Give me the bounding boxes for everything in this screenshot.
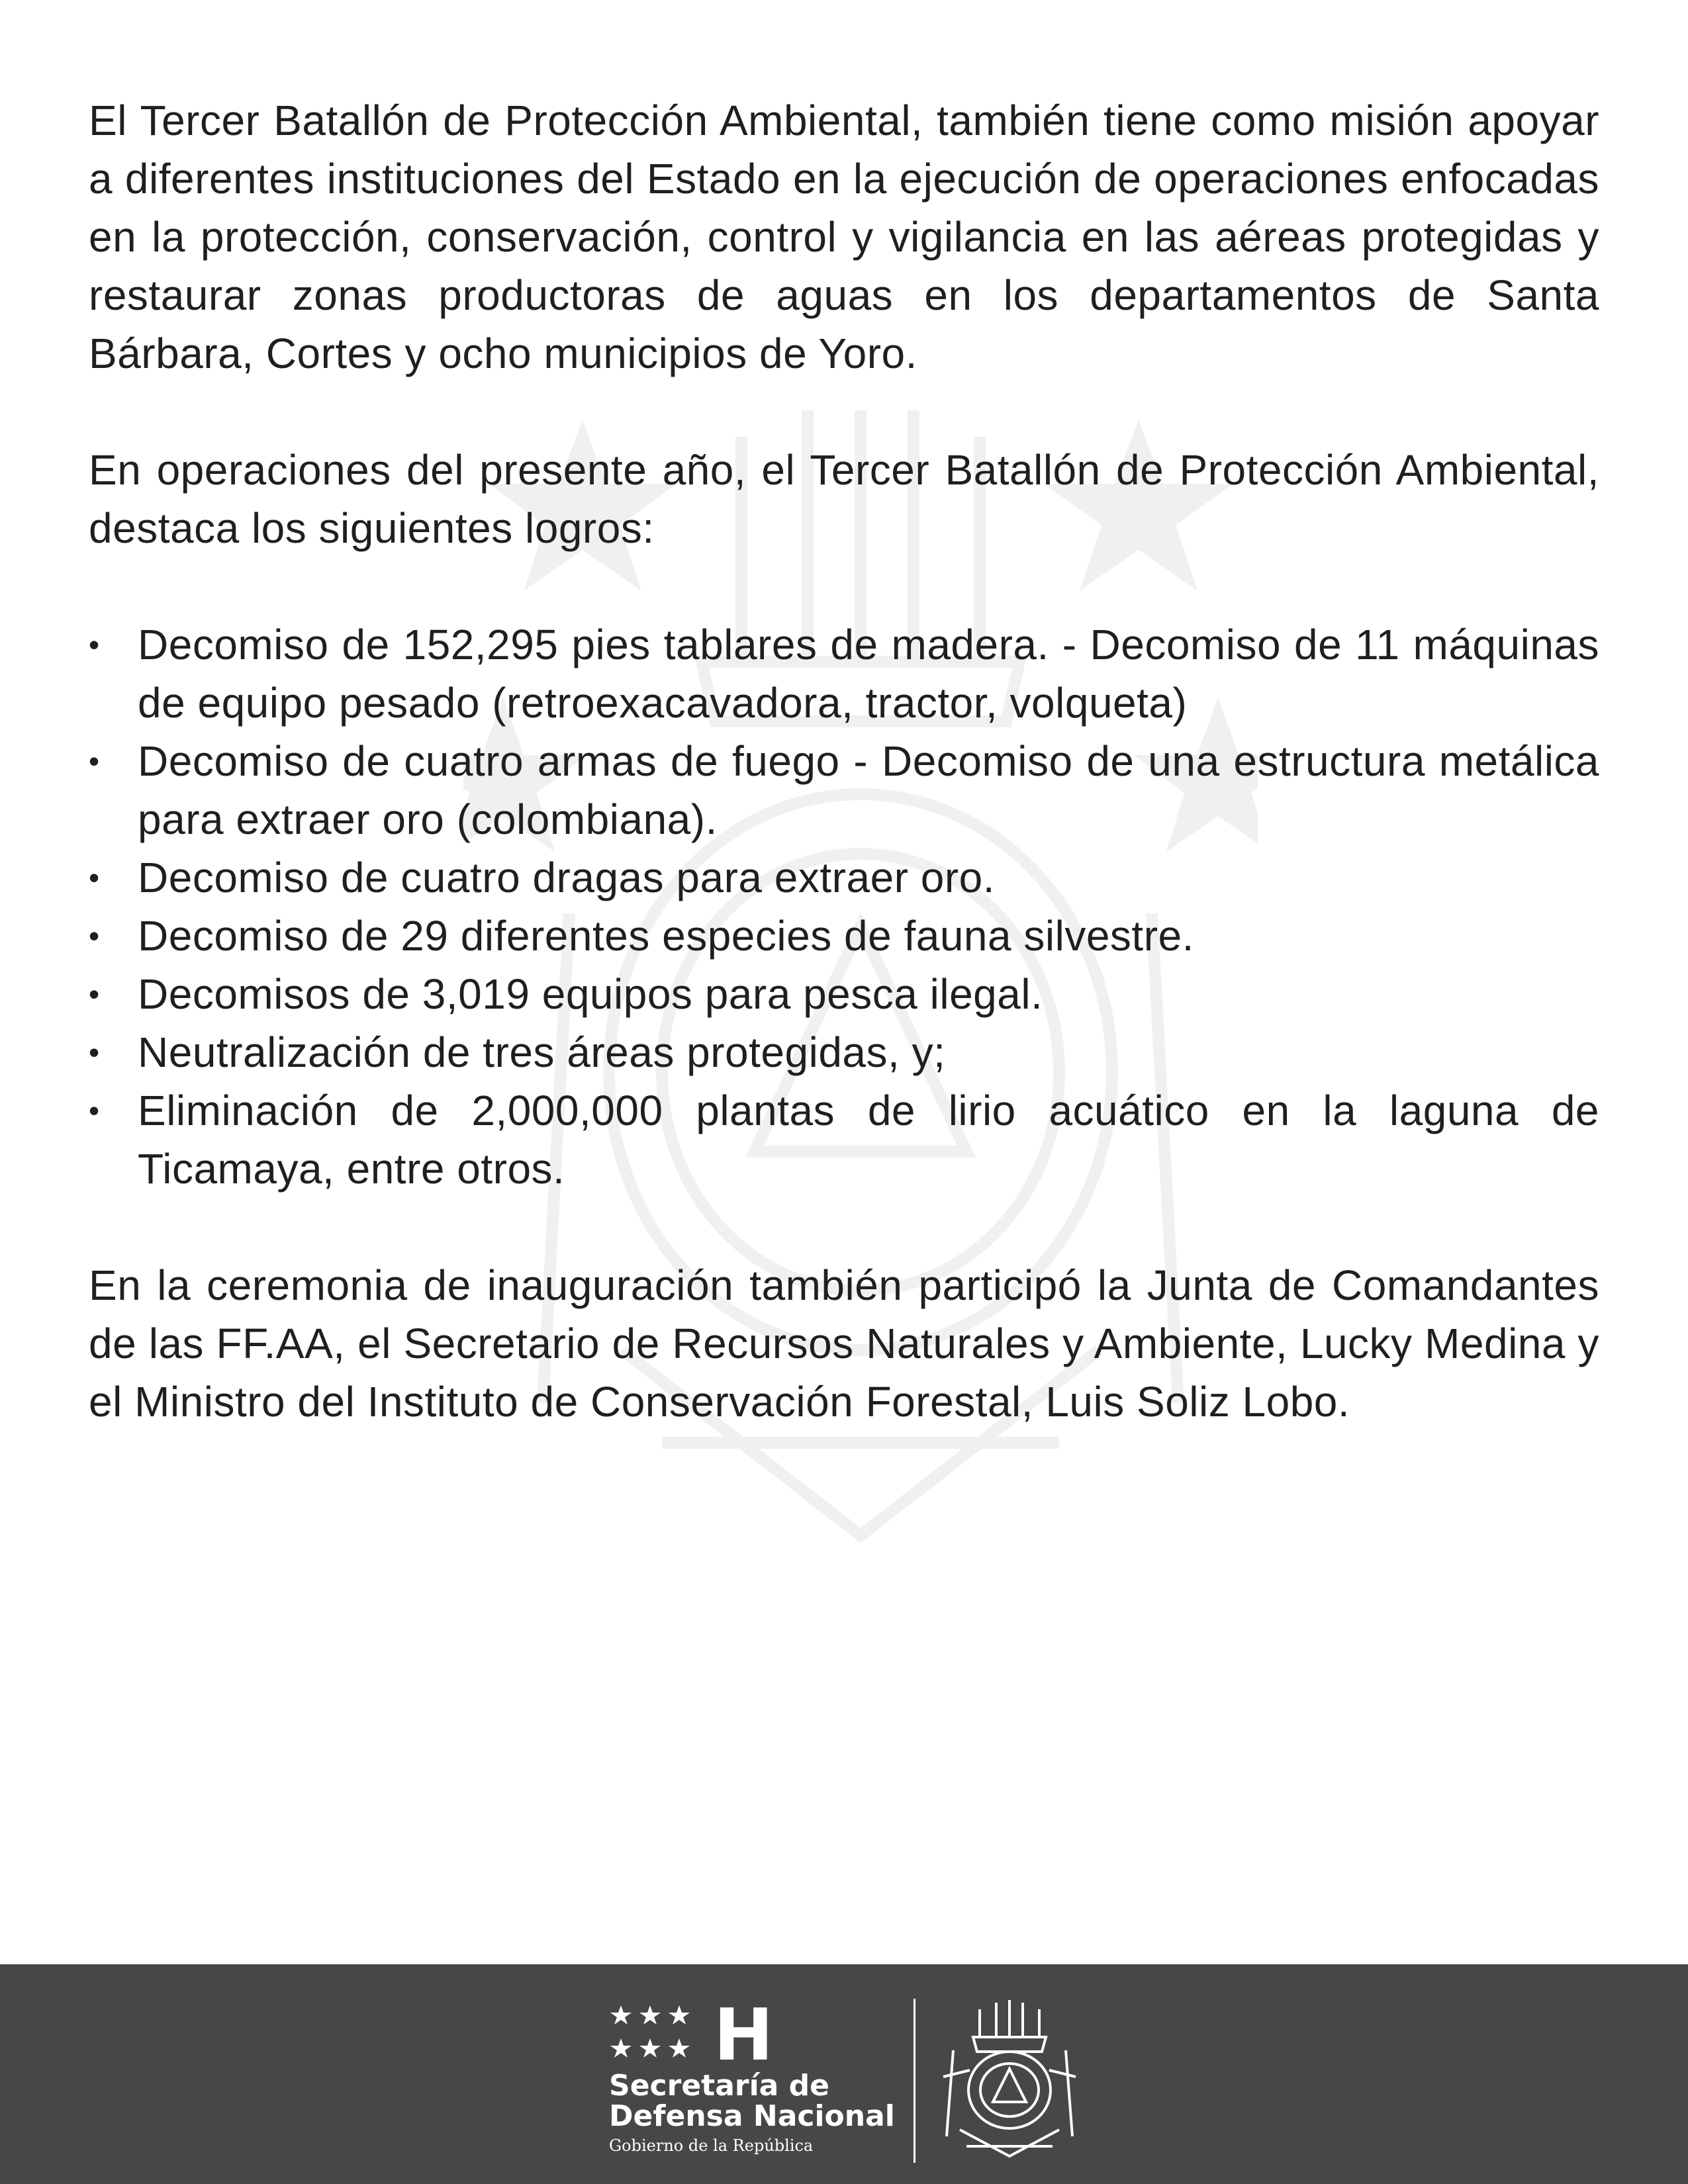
brand-h-letter: H (714, 1994, 774, 2077)
closing-paragraph: En la ceremonia de inauguración también participó la Junta de Comandantes de las FF.AA, el Secretario de Recursos Naturales y Ambiente, Lucky Medina y el Ministro del Instituto de Conservación Forestal, Luis Soliz Lobo. (89, 1261, 1599, 1426)
list-item-text: Decomiso de cuatro dragas para extraer oro. (138, 854, 996, 901)
list-item (89, 965, 1599, 1023)
bullet-icon: • (89, 977, 100, 1011)
list-item (89, 907, 1599, 965)
brand-line-secretaria: Secretaría de (609, 2069, 830, 2103)
list-item-text: Neutralización de tres áreas protegidas, y; (138, 1028, 946, 1076)
bullet-icon: • (89, 744, 100, 778)
bullet-icon: • (89, 627, 100, 662)
achievements-intro-paragraph: En operaciones del presente año, el Tercer Batallón de Protección Ambiental, destaca los siguientes logros: (89, 446, 1599, 552)
list-item (89, 1023, 1599, 1081)
intro-paragraph: El Tercer Batallón de Protección Ambiental, también tiene como misión apoyar a diferentes instituciones del Estado en la ejecución de operaciones enfocadas en la protección, conservación, control y vigilancia en las aéreas protegidas y restaurar zonas productoras de aguas en los departamentos de Santa Bárbara, Cortes y ocho municipios de Yoro. (89, 97, 1599, 377)
list-item (89, 848, 1599, 907)
list-item-text: Decomisos de 3,019 equipos para pesca ilegal. (138, 970, 1043, 1018)
footer-divider (914, 1999, 915, 2163)
list-item (89, 1081, 1599, 1198)
list-item-text: Decomiso de 152,295 pies tablares de madera. - Decomiso de 11 máquinas de equipo pesado (retroexacavadora, tractor, volqueta) (138, 621, 1599, 727)
secretaria-defensa-logo (609, 1994, 914, 2161)
brand-line-gobierno: Gobierno de la República (609, 2136, 814, 2155)
bullet-icon: • (89, 1035, 100, 1069)
brand-line-defensa: Defensa Nacional (609, 2099, 895, 2133)
list-item (89, 732, 1599, 848)
achievements-list (89, 615, 1599, 1198)
bullet-icon: • (89, 860, 100, 895)
list-item (89, 615, 1599, 732)
document-body (89, 91, 1599, 1431)
list-item-text: Eliminación de 2,000,000 plantas de lirio acuático en la laguna de Ticamaya, entre otros. (138, 1087, 1599, 1193)
footer-bar (0, 1964, 1688, 2184)
list-item-text: Decomiso de 29 diferentes especies de fauna silvestre. (138, 912, 1194, 960)
list-item-text: Decomiso de cuatro armas de fuego - Decomiso de una estructura metálica para extraer oro (colombiana). (138, 737, 1599, 843)
stars-icon (609, 2004, 702, 2064)
bullet-icon: • (89, 919, 100, 953)
bullet-icon: • (89, 1093, 100, 1128)
honduras-coat-of-arms-icon (927, 1997, 1092, 2163)
